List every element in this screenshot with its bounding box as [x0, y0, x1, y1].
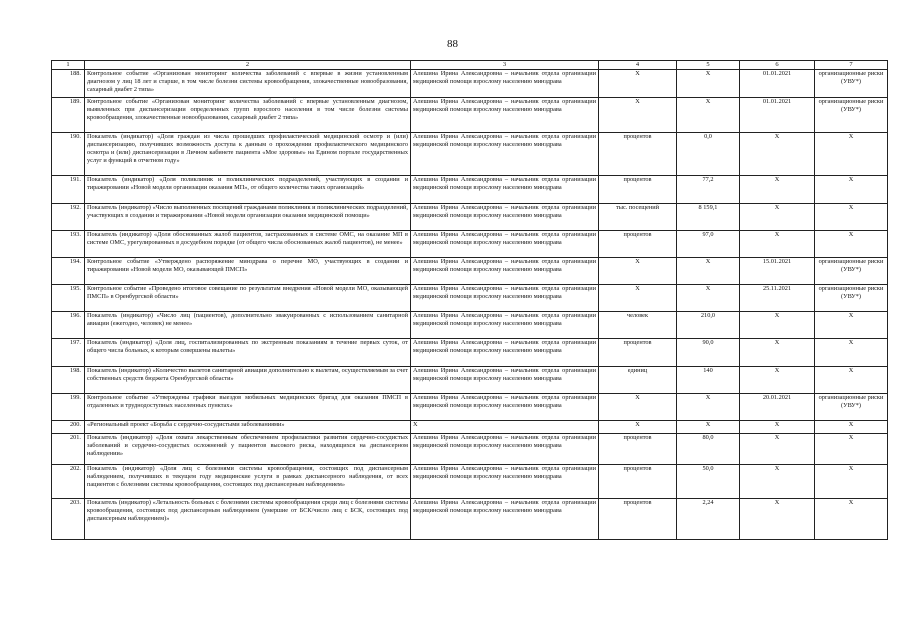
- row-risk: X: [815, 499, 888, 540]
- table-row: [52, 176, 888, 204]
- row-value: X: [677, 70, 740, 98]
- row-description: «Региональный проект «Борьба с сердечно-сосудистыми заболеваниями»: [85, 421, 411, 434]
- row-responsible: Алешина Ирина Александровна – начальник отдела организации медицинской помощи взрослому населению минздрава: [411, 367, 599, 394]
- row-unit: процентов: [599, 434, 677, 465]
- row-unit: X: [599, 98, 677, 133]
- header-cell: 4: [599, 61, 677, 70]
- row-responsible: Алешина Ирина Александровна – начальник отдела организации медицинской помощи взрослому населению минздрава: [411, 258, 599, 285]
- row-date: 25.11.2021: [740, 285, 815, 312]
- row-date: X: [740, 434, 815, 465]
- header-cell: 6: [740, 61, 815, 70]
- row-risk: X: [815, 367, 888, 394]
- row-value: 210,0: [677, 312, 740, 339]
- row-number: 200.: [52, 421, 85, 434]
- row-date: 01.01.2021: [740, 98, 815, 133]
- row-number: 197.: [52, 339, 85, 367]
- row-responsible: Алешина Ирина Александровна – начальник отдела организации медицинской помощи взрослому населению минздрава: [411, 339, 599, 367]
- row-number: 191.: [52, 176, 85, 204]
- row-responsible: Алешина Ирина Александровна – начальник отдела организации медицинской помощи взрослому населению минздрава: [411, 434, 599, 465]
- table-row: [52, 98, 888, 133]
- row-risk: организационные риски (УВУ*): [815, 258, 888, 285]
- row-number: 193.: [52, 231, 85, 258]
- row-unit: единиц: [599, 367, 677, 394]
- row-value: 77,2: [677, 176, 740, 204]
- row-description: Показатель (индикатор) «Доля лиц, госпитализированных по экстренным показаниям в течение первых суток, от общего числа больных, к которым совершены вылеты»: [85, 339, 411, 367]
- row-unit: процентов: [599, 176, 677, 204]
- row-date: X: [740, 465, 815, 499]
- row-date: X: [740, 312, 815, 339]
- table-row: [52, 133, 888, 176]
- row-description: Контрольное событие «Утверждено распоряжение минздрава о перечне МО, участвующих в создании и тиражировании «Новой модели МО, оказывающей ПМСП»: [85, 258, 411, 285]
- row-unit: X: [599, 394, 677, 421]
- row-description: Показатель (индикатор) «Доля охвата лекарственным обеспечением профилактики развития сердечно-сосудистых заболеваний и сердечно-сосудистых осложнений у пациентов высокого риска, находящихся на диспансерном наблюдении»: [85, 434, 411, 465]
- table-row: [52, 204, 888, 231]
- table-row: [52, 258, 888, 285]
- header-cell: 2: [85, 61, 411, 70]
- row-responsible: Алешина Ирина Александровна – начальник отдела организации медицинской помощи взрослому населению минздрава: [411, 465, 599, 499]
- row-number: 195.: [52, 285, 85, 312]
- plan-table: [51, 60, 888, 540]
- row-value: 140: [677, 367, 740, 394]
- row-date: X: [740, 231, 815, 258]
- row-number: 201.: [52, 434, 85, 465]
- row-unit: процентов: [599, 133, 677, 176]
- row-unit: X: [599, 258, 677, 285]
- row-description: Контрольное событие «Проведено итоговое совещание по результатам внедрения «Новой модели МО, оказывающей ПМСП» в Оренбургской области»: [85, 285, 411, 312]
- row-value: X: [677, 258, 740, 285]
- row-value: 0,0: [677, 133, 740, 176]
- row-date: X: [740, 367, 815, 394]
- row-date: X: [740, 499, 815, 540]
- table-row: [52, 367, 888, 394]
- row-date: 01.01.2021: [740, 70, 815, 98]
- row-description: Показатель (индикатор) «Летальность больных с болезнями системы кровообращения среди лиц с болезнями системы кровообращения, состоящих под диспансерным наблюдением (умершие от БСК/число лиц с БСК, состоящих под диспансерным наблюдением)»: [85, 499, 411, 540]
- row-number: 190.: [52, 133, 85, 176]
- row-value: 8 159,1: [677, 204, 740, 231]
- row-date: X: [740, 204, 815, 231]
- row-unit: процентов: [599, 231, 677, 258]
- row-description: Показатель (индикатор) «Количество вылетов санитарной авиации дополнительно к вылетам, осуществляемым за счет собственных средств бюджета Оренбургской области»: [85, 367, 411, 394]
- table-row: [52, 231, 888, 258]
- row-value: 80,0: [677, 434, 740, 465]
- table-row: [52, 499, 888, 540]
- row-date: 15.01.2021: [740, 258, 815, 285]
- header-cell: 7: [815, 61, 888, 70]
- row-unit: процентов: [599, 499, 677, 540]
- row-date: X: [740, 421, 815, 434]
- row-number: 196.: [52, 312, 85, 339]
- row-number: 198.: [52, 367, 85, 394]
- row-responsible: Алешина Ирина Александровна – начальник отдела организации медицинской помощи взрослому населению минздрава: [411, 98, 599, 133]
- row-description: Показатель (индикатор) «Доля поликлиник и поликлинических подразделений, участвующих в создании и тиражировании «Новой модели организации оказания МП», от общего количества таких организаций»: [85, 176, 411, 204]
- row-risk: X: [815, 312, 888, 339]
- row-number: 194.: [52, 258, 85, 285]
- row-responsible: Алешина Ирина Александровна – начальник отдела организации медицинской помощи взрослому населению минздрава: [411, 312, 599, 339]
- row-responsible: Алешина Ирина Александровна – начальник отдела организации медицинской помощи взрослому населению минздрава: [411, 204, 599, 231]
- row-unit: человек: [599, 312, 677, 339]
- row-responsible: Алешина Ирина Александровна – начальник отдела организации медицинской помощи взрослому населению минздрава: [411, 176, 599, 204]
- row-date: X: [740, 176, 815, 204]
- table-header-row: [52, 61, 888, 70]
- row-risk: X: [815, 465, 888, 499]
- row-risk: организационные риски (УВУ*): [815, 285, 888, 312]
- row-number: 199.: [52, 394, 85, 421]
- row-description: Показатель (индикатор) «Доля граждан из числа прошедших профилактический медицинский осмотр и (или) диспансеризацию, получивших возможность доступа к данным о прохождении профилактического медицинского осмотра и (или) диспансеризации в Личном кабинете пациента «Мое здоровье» на Едином портале государственных услуг и функций в отчетном году»: [85, 133, 411, 176]
- row-responsible: Алешина Ирина Александровна – начальник отдела организации медицинской помощи взрослому населению минздрава: [411, 70, 599, 98]
- row-value: X: [677, 394, 740, 421]
- row-risk: организационные риски (УВУ*): [815, 98, 888, 133]
- row-number: 203.: [52, 499, 85, 540]
- table-row: [52, 421, 888, 434]
- row-value: 90,0: [677, 339, 740, 367]
- table-body: [52, 61, 888, 540]
- row-risk: X: [815, 231, 888, 258]
- row-responsible: Алешина Ирина Александровна – начальник отдела организации медицинской помощи взрослому населению минздрава: [411, 394, 599, 421]
- row-description: Контрольное событие «Организован мониторинг количества заболеваний с впервые в жизни установленным диагнозом у лиц 18 лет и старше, в том числе болезни системы кровообращения, злокачественные новообразования, сахарный диабет 2 типа»: [85, 70, 411, 98]
- row-risk: X: [815, 434, 888, 465]
- row-unit: процентов: [599, 339, 677, 367]
- row-responsible: Алешина Ирина Александровна – начальник отдела организации медицинской помощи взрослому населению минздрава: [411, 285, 599, 312]
- table-row: [52, 465, 888, 499]
- row-value: 50,0: [677, 465, 740, 499]
- row-unit: процентов: [599, 465, 677, 499]
- row-number: 188.: [52, 70, 85, 98]
- header-cell: 3: [411, 61, 599, 70]
- table-row: [52, 285, 888, 312]
- row-description: Показатель (индикатор) «Доля лиц с болезнями системы кровообращения, состоящих под диспансерным наблюдением, получивших в текущем году медицинские услуги в рамках диспансерного наблюдения, от всех пациентов с болезнями системы кровообращения, состоящих под диспансерным наблюдением»: [85, 465, 411, 499]
- row-value: X: [677, 285, 740, 312]
- row-description: Показатель (индикатор) «Число выполненных посещений гражданами поликлиник и поликлинических подразделений, участвующих в создании и тиражировании «Новой модели организации оказания медицинской помощи»: [85, 204, 411, 231]
- row-unit: X: [599, 70, 677, 98]
- row-responsible: Алешина Ирина Александровна – начальник отдела организации медицинской помощи взрослому населению минздрава: [411, 133, 599, 176]
- row-risk: X: [815, 421, 888, 434]
- row-risk: X: [815, 204, 888, 231]
- row-value: 2,24: [677, 499, 740, 540]
- row-description: Показатель (индикатор) «Доля обоснованных жалоб пациентов, застрахованных в системе ОМС, на оказание МП в системе ОМС, урегулированных в досудебном порядке (от общего числа обоснованных жалоб пациентов), не менее»: [85, 231, 411, 258]
- row-date: X: [740, 339, 815, 367]
- table-row: [52, 434, 888, 465]
- row-responsible: Алешина Ирина Александровна – начальник отдела организации медицинской помощи взрослому населению минздрава: [411, 499, 599, 540]
- row-value: X: [677, 98, 740, 133]
- row-responsible: Алешина Ирина Александровна – начальник отдела организации медицинской помощи взрослому населению минздрава: [411, 231, 599, 258]
- table-row: [52, 339, 888, 367]
- row-risk: X: [815, 176, 888, 204]
- row-value: 97,0: [677, 231, 740, 258]
- table-row: [52, 312, 888, 339]
- row-number: 202.: [52, 465, 85, 499]
- row-unit: X: [599, 421, 677, 434]
- row-date: 20.01.2021: [740, 394, 815, 421]
- row-risk: X: [815, 339, 888, 367]
- table-row: [52, 394, 888, 421]
- table-row: [52, 70, 888, 98]
- row-description: Показатель (индикатор) «Число лиц (пациентов), дополнительно эвакуированных с использованием санитарной авиации (ежегодно, человек) не менее»: [85, 312, 411, 339]
- header-cell: 1: [52, 61, 85, 70]
- row-date: X: [740, 133, 815, 176]
- row-responsible: X: [411, 421, 599, 434]
- row-risk: организационные риски (УВУ*): [815, 70, 888, 98]
- row-risk: X: [815, 133, 888, 176]
- row-number: 192.: [52, 204, 85, 231]
- row-risk: организационные риски (УВУ*): [815, 394, 888, 421]
- row-unit: тыс. посещений: [599, 204, 677, 231]
- row-number: 189.: [52, 98, 85, 133]
- row-description: Контрольное событие «Утверждены графики выездов мобильных медицинских бригад для оказания ПМСП в отдаленных и труднодоступных населенных пунктах»: [85, 394, 411, 421]
- row-unit: X: [599, 285, 677, 312]
- row-value: X: [677, 421, 740, 434]
- header-cell: 5: [677, 61, 740, 70]
- page-number: 88: [447, 38, 458, 50]
- row-description: Контрольное событие «Организован мониторинг количества заболеваний с впервые установленным диагнозом, выявленных при диспансеризации определенных групп взрослого населения в том числе болезни системы кровообращения, злокачественные новообразования, сахарный диабет 2 типа»: [85, 98, 411, 133]
